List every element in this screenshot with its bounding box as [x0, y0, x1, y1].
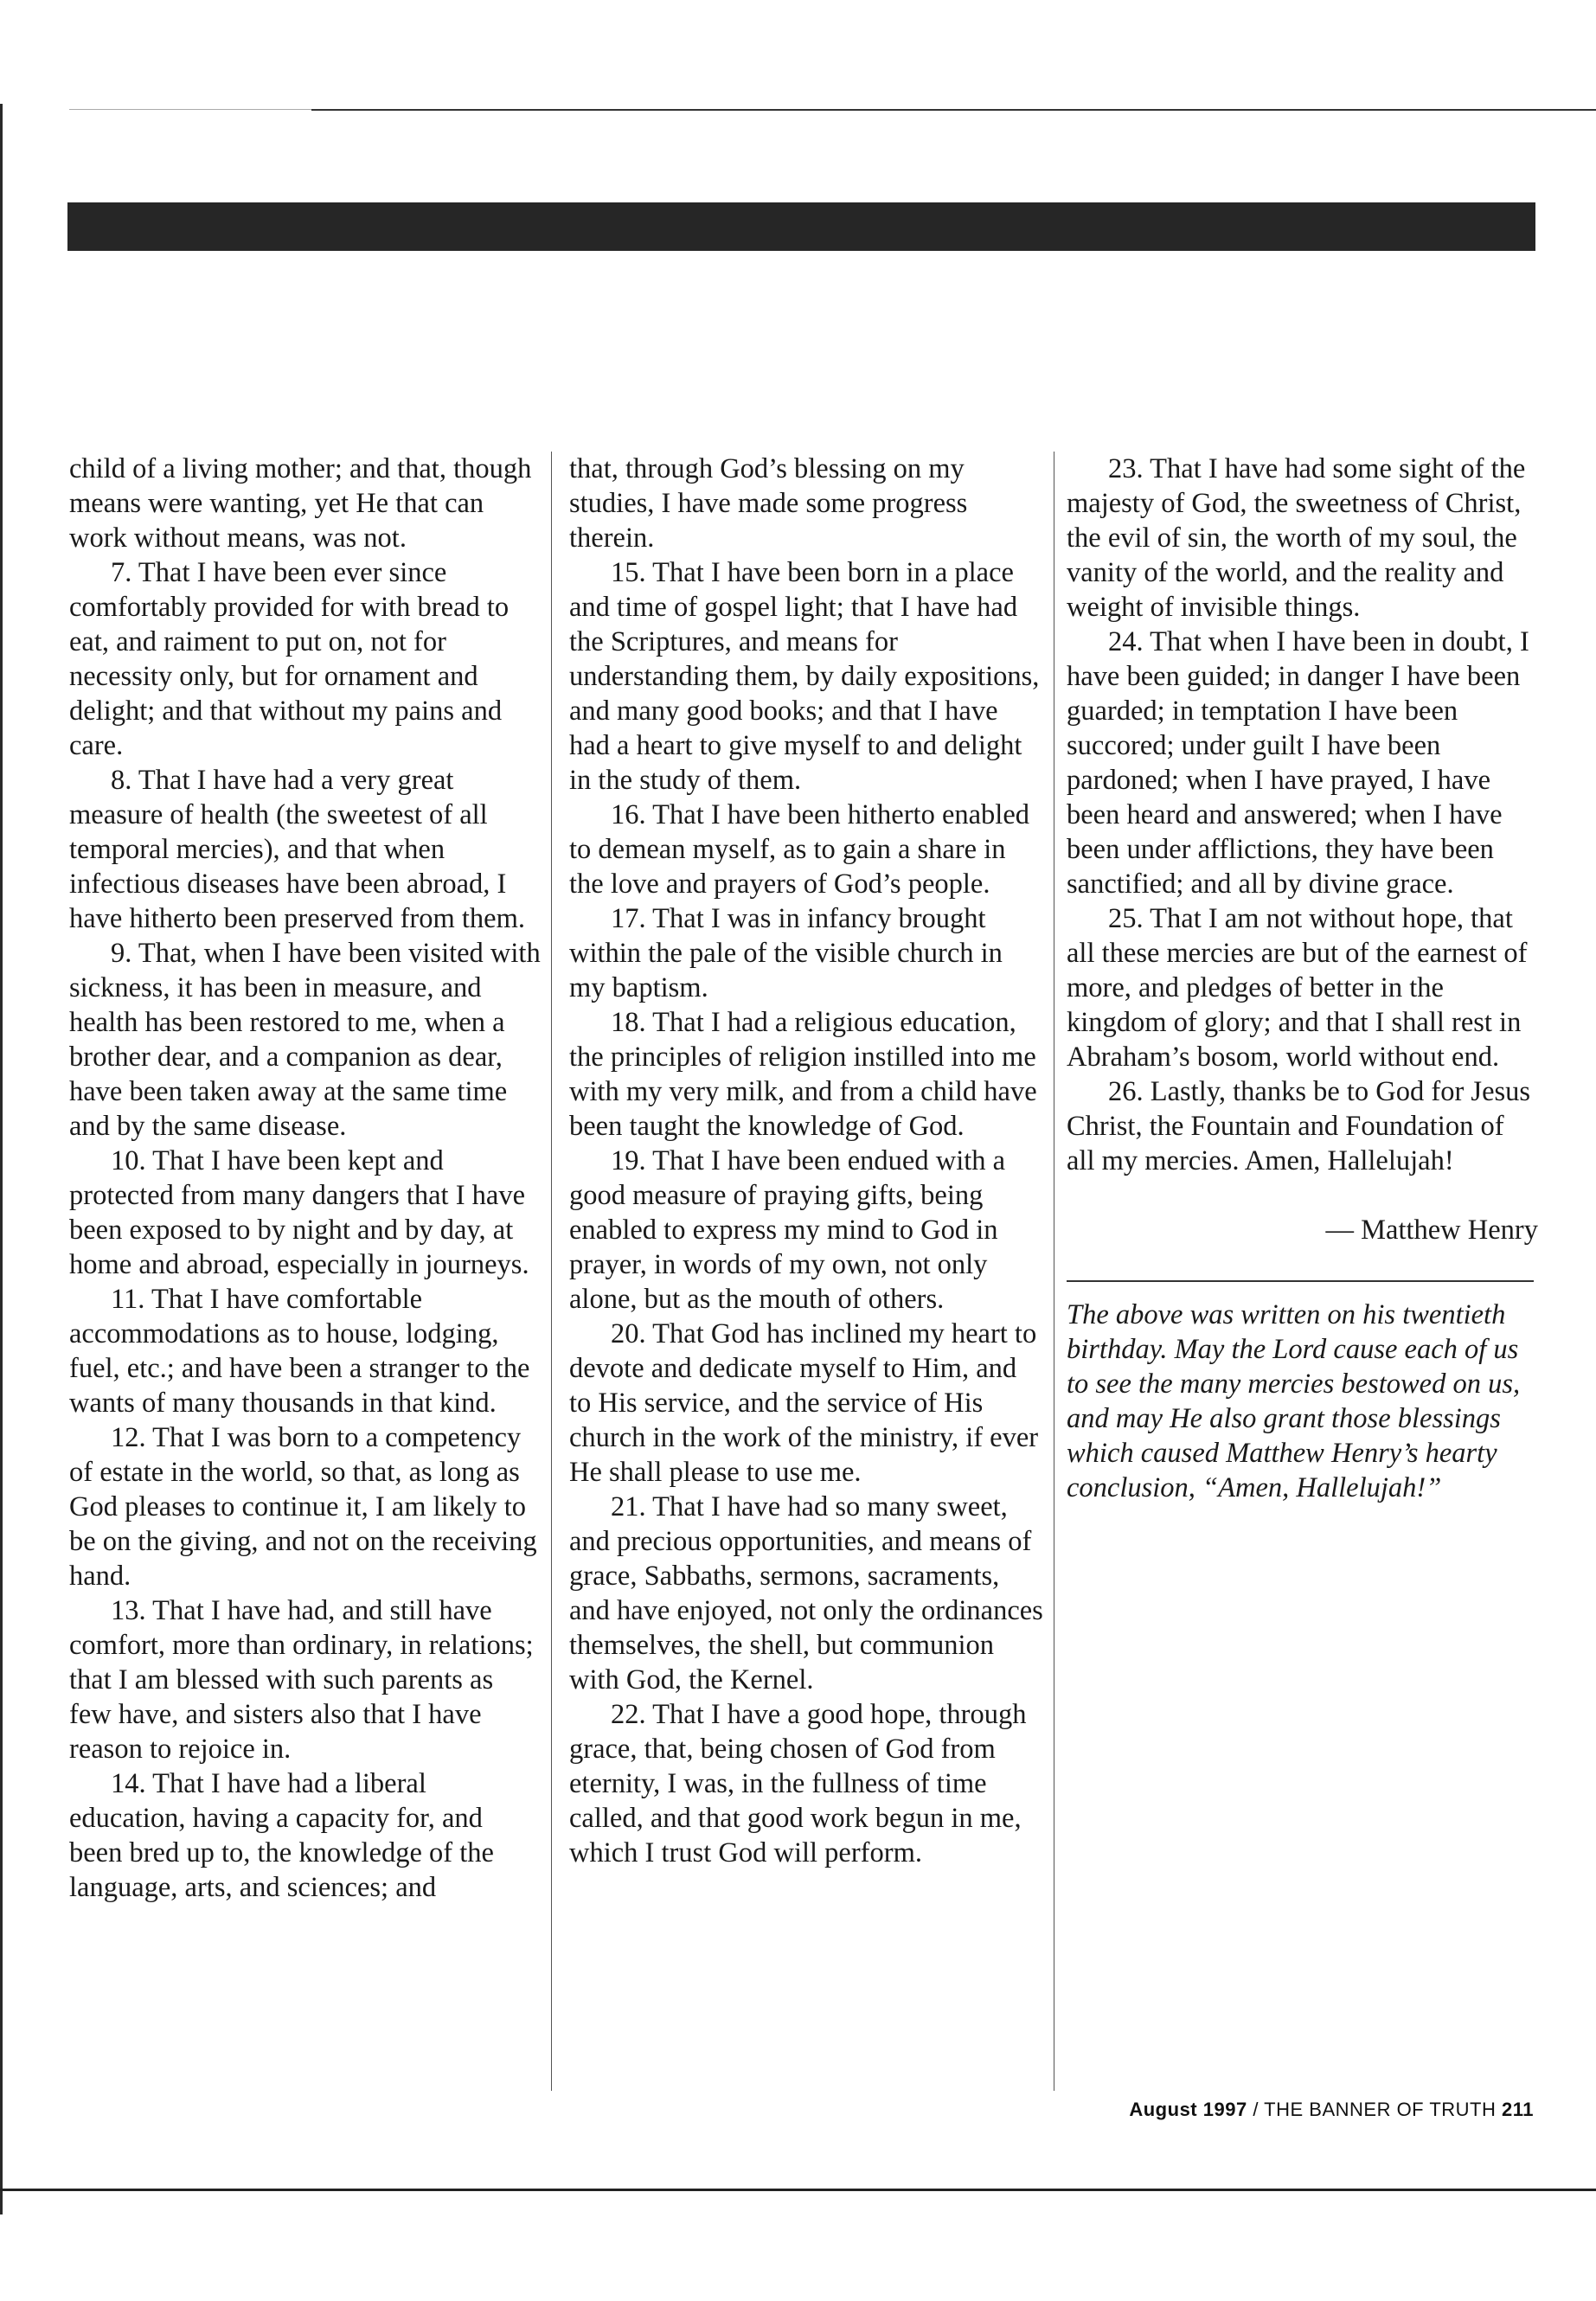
paragraph: 13. That I have had, and still have comfort, more than ordinary, in relations; that I am blessed with such parents as few have, and sisters also that I have reason to rejoice in. [69, 1595, 534, 1765]
top-rule [311, 109, 1596, 111]
page-number: 211 [1502, 2099, 1534, 2120]
footer-date: August 1997 [1129, 2099, 1247, 2120]
paragraph: 16. That I have been hitherto enabled to demean myself, as to gain a share in the love and prayers of God’s people. [569, 799, 1030, 900]
footer-publication: THE BANNER OF TRUTH [1264, 2099, 1497, 2120]
paragraph: 25. That I am not without hope, that all these mercies are but of the earnest of more, and pledges of better in the kingdom of glory; and that I shall rest in Abraham’s bosom, world without end. [1067, 903, 1528, 1073]
paragraph: 10. That I have been kept and protected from many dangers that I have been exposed to by night and by day, at home and abroad, especially in journeys. [69, 1145, 529, 1280]
top-rule-faint [69, 109, 311, 110]
paragraph: child of a living mother; and that, though means were wanting, yet He that can work without means, was not. [69, 453, 532, 554]
paragraph: 22. That I have a good hope, through grace, that, being chosen of God from eternity, I was, in the fullness of time called, and that good work begun in me, which I trust God will perform. [569, 1699, 1027, 1868]
paragraph: 9. That, when I have been visited with sickness, it has been in measure, and health has been restored to me, when a brother dear, and a companion as dear, have been taken away at the same time and by the same disease. [69, 938, 541, 1142]
paragraph: 11. That I have comfortable accommodations as to house, lodging, fuel, etc.; and have been a stranger to the wants of many thousands in that kind. [69, 1284, 530, 1419]
text-column-2 [569, 452, 1043, 1870]
author-signature: — Matthew Henry [1325, 1215, 1538, 1246]
paragraph: 18. That I had a religious education, the principles of religion instilled into me with my very milk, and from a child have been taught the knowledge of God. [569, 1007, 1037, 1142]
editor-note: The above was written on his twentieth birthday. May the Lord cause each of us to see the many mercies bestowed on us, and may He also grant those blessings which caused Matthew Henry’s hearty conclusion, “Amen, Hallelujah!” [1067, 1299, 1521, 1503]
footer-separator: / [1253, 2099, 1259, 2120]
paragraph: 24. That when I have been in doubt, I have been guided; in danger I have been guarded; in temptation I have been succored; under guilt I have been pardoned; when I have prayed, I have been heard and answered; when I have been under afflictions, they have been sanctified; and all by divine grace. [1067, 626, 1529, 900]
text-column-1 [69, 452, 541, 1905]
paragraph: 21. That I have had so many sweet, and precious opportunities, and means of grace, Sabbaths, sermons, sacraments, and have enjoyed, not only the ordinances themselves, the shell, but communion with God, the Kernel. [569, 1491, 1043, 1695]
paragraph: 19. That I have been endued with a good measure of praying gifts, being enabled to express my mind to God in prayer, in words of my own, not only alone, but as the mouth of others. [569, 1145, 1006, 1315]
page-footer [1129, 2099, 1534, 2121]
column-divider [551, 452, 552, 2091]
paragraph: 8. That I have had a very great measure of health (the sweetest of all temporal mercies), and that when infectious diseases have been abroad, I have hitherto been preserved from them. [69, 765, 526, 934]
note-divider [1067, 1280, 1534, 1282]
paragraph: that, through God’s blessing on my studies, I have made some progress therein. [569, 453, 968, 554]
paragraph: 14. That I have had a liberal education, having a capacity for, and been bred up to, the knowledge of the language, arts, and sciences; and [69, 1768, 494, 1903]
paragraph: 17. That I was in infancy brought within the pale of the visible church in my baptism. [569, 903, 1003, 1003]
page-edge-shadow [0, 104, 3, 2214]
paragraph: 20. That God has inclined my heart to devote and dedicate myself to Him, and to His service, and the service of His church in the work of the ministry, if ever He shall please to use me. [569, 1318, 1039, 1488]
header-banner-bar [67, 202, 1535, 251]
paragraph: 7. That I have been ever since comfortably provided for with bread to eat, and raiment to put on, not for necessity only, but for ornament and delight; and that without my pains and care. [69, 557, 510, 761]
text-column-3 [1067, 452, 1538, 1505]
paragraph: 12. That I was born to a competency of estate in the world, so that, as long as God pleases to continue it, I am likely to be on the giving, and not on the receiving hand. [69, 1422, 537, 1592]
paragraph: 26. Lastly, thanks be to God for Jesus Christ, the Fountain and Foundation of all my mercies. Amen, Hallelujah! [1067, 1076, 1531, 1176]
bottom-rule [0, 2189, 1596, 2191]
paragraph: 15. That I have been born in a place and time of gospel light; that I have had the Scriptures, and means for understanding them, by daily expositions, and many good books; and that I have had a heart to give myself to and delight in the study of them. [569, 557, 1040, 796]
paragraph: 23. That I have had some sight of the majesty of God, the sweetness of Christ, the evil of sin, the worth of my soul, the vanity of the world, and the reality and weight of invisible things. [1067, 453, 1526, 623]
